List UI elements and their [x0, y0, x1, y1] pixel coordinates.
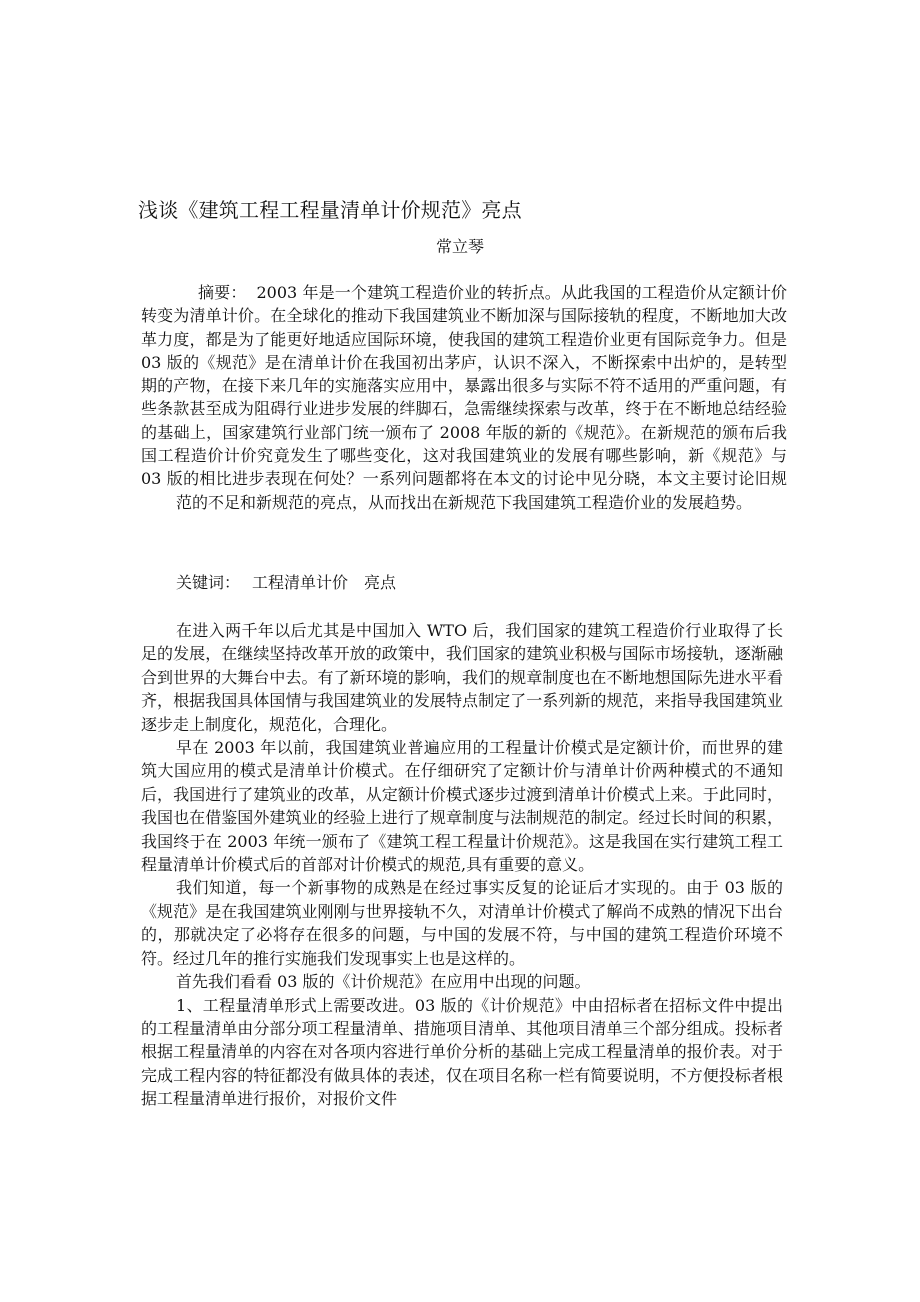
keywords-text: 工程清单计价 亮点: [252, 573, 397, 592]
body-paragraph: 首先我们看看 03 版的《计价规范》在应用中出现的问题。: [176, 972, 591, 992]
keywords-line: [176, 571, 396, 594]
document-title: 浅谈《建筑工程工程量清单计价规范》亮点: [138, 198, 522, 222]
body-paragraph: 我们知道，每一个新事物的成熟是在经过事实反复的论证后才实现的。由于 03 版的《规范》是在我国建筑业刚刚与世界接轨不久，对清单计价模式了解尚不成熟的情况下出台的，那就决定了必将存在很多的问题，与中国的发展不符，与中国的建筑工程造价环境不符。经过几年的推行实施我们发现事实上也是这样的。: [141, 878, 783, 968]
document-author: 常立琴: [435, 237, 484, 256]
body-text: [141, 619, 783, 1111]
abstract-text: 2003 年是一个建筑工程造价业的转折点。从此我国的工程造价从定额计价转变为清单计价。在全球化的推动下我国建筑业不断加深与国际接轨的程度，不断地加大改革力度，都是为了能更好地适应国际环境，使我国的建筑工程造价业更有国际竞争力。但是 03 版的《规范》是在清单计价在我国初出茅庐，认识不深入，不断探索中出炉的，是转型期的产物，在接下来几年的实施落实应用中，暴露出很多与实际不符不适用的严重问题，有些条款甚至成为阻碍行业进步发展的绊脚石，急需继续探索与改革，终于在不断地总结经验的基础上，国家建筑行业部门统一颁布了 2008 年版的新的《规范》。在新规范的颁布后我国工程造价计价究竟发生了哪些变化，这对我国建筑业的发展有哪些影响，新《规范》与 03 版的相比进步表现在何处？一系列问题都将在本文的讨论中见分晓，本文主要讨论旧规范的不足和新规范的亮点，从而找出在新规范下我国建筑工程造价业的发展趋势。: [141, 283, 787, 512]
body-paragraph: 在进入两千年以后尤其是中国加入 WTO 后，我们国家的建筑工程造价行业取得了长足的发展，在继续坚持改革开放的政策中，我们国家的建筑业积极与国际市场接轨，逐渐融合到世界的大舞台中去。有了新环境的影响，我们的规章制度也在不断地想国际先进水平看齐，根据我国具体国情与我国建筑业的发展特点制定了一系列新的规范，来指导我国建筑业逐步走上制度化，规范化，合理化。: [141, 621, 783, 734]
body-paragraph: 早在 2003 年以前，我国建筑业普遍应用的工程量计价模式是定额计价，而世界的建筑大国应用的模式是清单计价模式。在仔细研究了定额计价与清单计价两种模式的不通知后，我国进行了建筑业的改革，从定额计价模式逐步过渡到清单计价模式上来。于此同时，我国也在借鉴国外建筑业的经验上进行了规章制度与法制规范的制定。经过长时间的积累，我国终于在 2003 年统一颁布了《建筑工程工程量计价规范》。这是我国在实行建筑工程工程量清单计价模式后的首部对计价模式的规范,具有重要的意义。: [141, 738, 783, 875]
abstract-label: 摘要：: [198, 283, 247, 302]
body-paragraph: 1、工程量清单形式上需要改进。03 版的《计价规范》中由招标者在招标文件中提出的工程量清单由分部分项工程量清单、措施项目清单、其他项目清单三个部分组成。投标者根据工程量清单的内容在对各项内容进行单价分析的基础上完成工程量清单的报价表。对于完成工程内容的特征都没有做具体的表述，仅在项目名称一栏有简要说明，不方便投标者根据工程量清单进行报价，对报价文件: [141, 995, 783, 1109]
keywords-label: 关键词：: [176, 573, 241, 592]
abstract-paragraph: [141, 281, 787, 514]
